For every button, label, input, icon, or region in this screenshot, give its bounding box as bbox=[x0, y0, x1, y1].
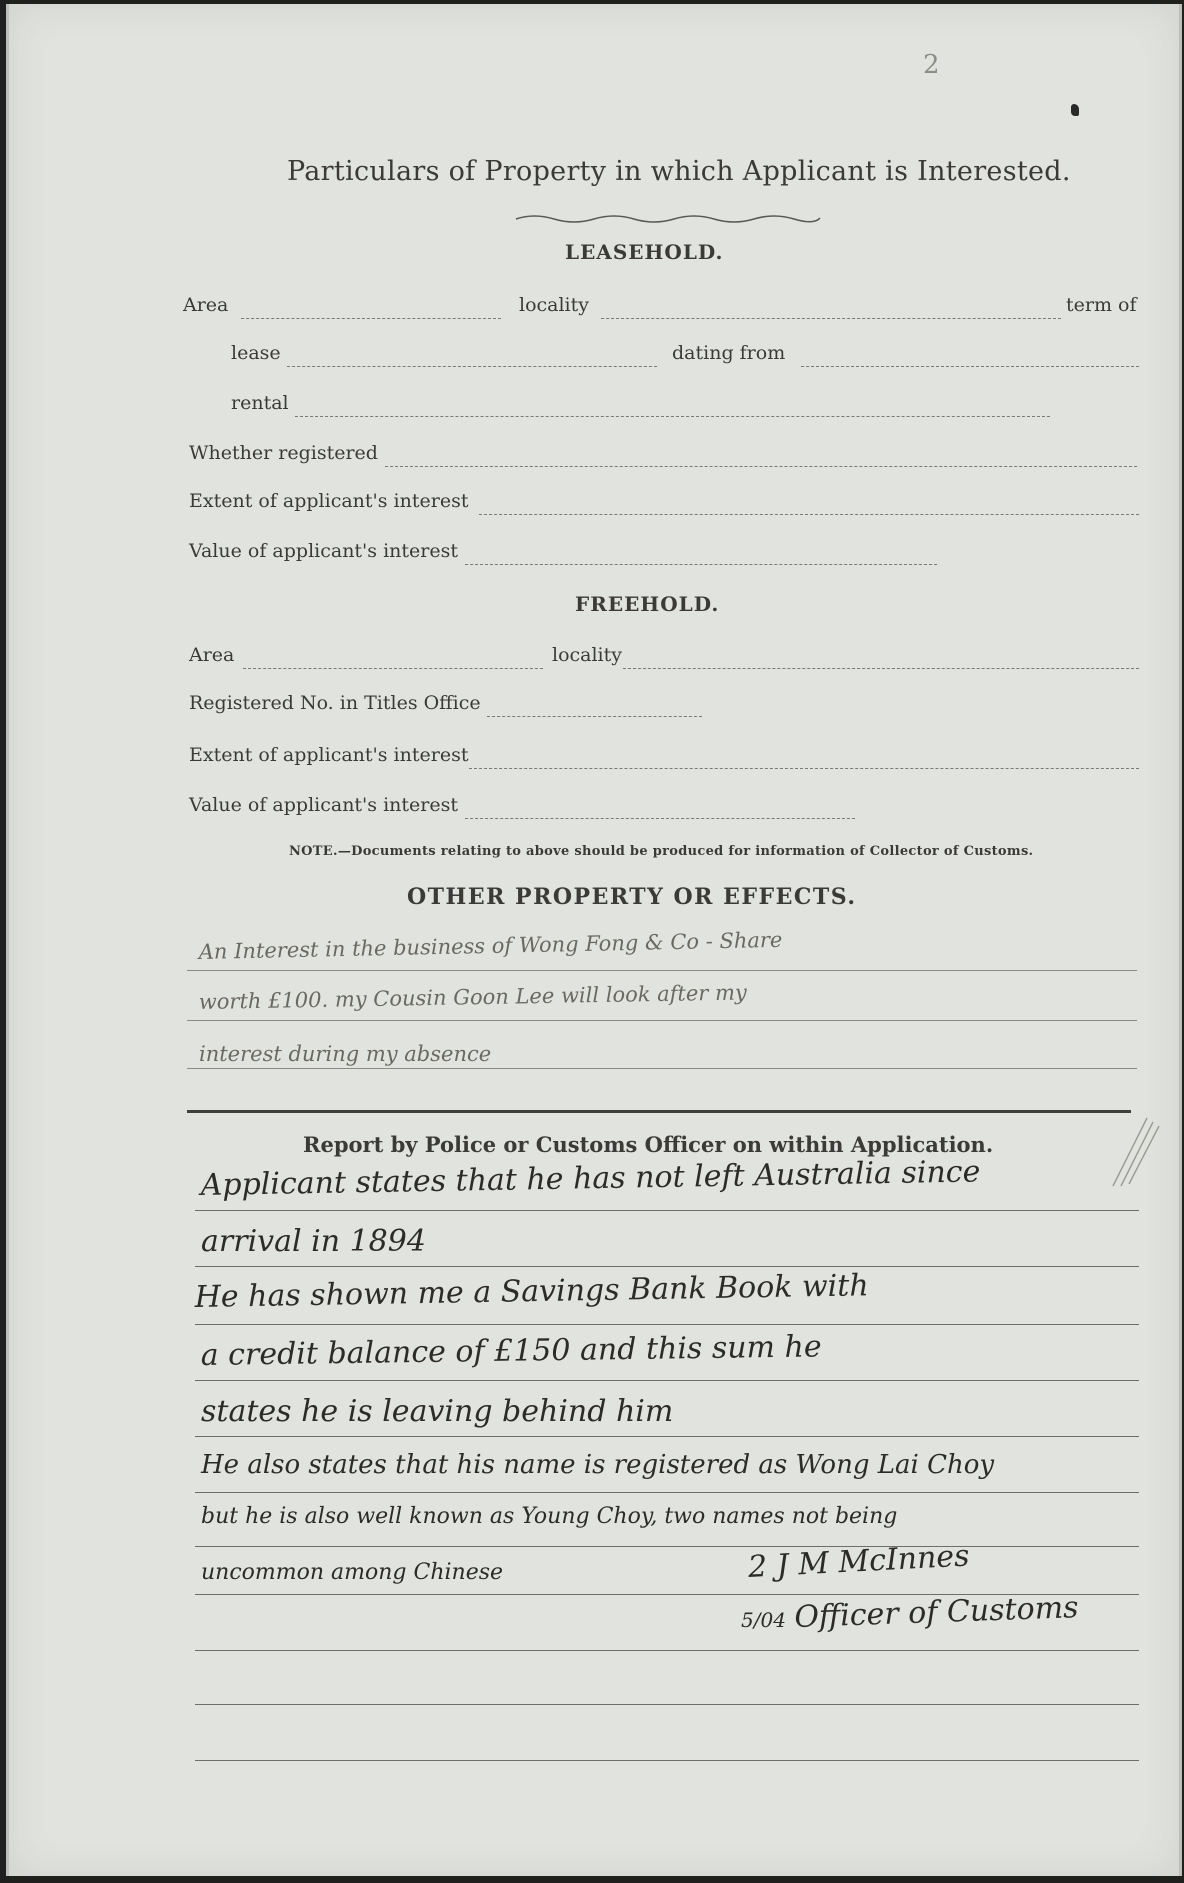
report-rule-10 bbox=[195, 1704, 1139, 1705]
other-property-rule-2 bbox=[187, 1020, 1137, 1021]
report-rule-1 bbox=[195, 1210, 1139, 1211]
report-heading: Report by Police or Customs Officer on within Application. bbox=[303, 1132, 994, 1157]
freehold-registered-no-label: Registered No. in Titles Office bbox=[189, 692, 481, 714]
report-rule-2 bbox=[195, 1266, 1139, 1267]
form-sheet bbox=[6, 4, 1182, 1876]
leasehold-registered-line bbox=[385, 466, 1137, 467]
freehold-locality-line bbox=[623, 668, 1139, 669]
other-property-rule-3 bbox=[187, 1068, 1137, 1069]
freehold-locality-label: locality bbox=[552, 644, 623, 666]
officer-title: Officer of Customs bbox=[793, 1590, 1080, 1635]
report-line-4: a credit balance of £150 and this sum he bbox=[200, 1329, 822, 1373]
leasehold-locality-label: locality bbox=[519, 294, 590, 316]
other-property-heading: OTHER PROPERTY OR EFFECTS. bbox=[407, 884, 857, 910]
other-property-rule-1 bbox=[187, 970, 1137, 971]
other-property-line-1: An Interest in the business of Wong Fong & Co - Share bbox=[198, 927, 783, 964]
documents-note: NOTE.—Documents relating to above should be produced for information of Collector of Customs. bbox=[289, 844, 1034, 859]
report-line-2: arrival in 1894 bbox=[201, 1224, 426, 1259]
report-rule-4 bbox=[195, 1380, 1139, 1381]
report-rule-11 bbox=[195, 1760, 1139, 1761]
freehold-extent-line bbox=[469, 768, 1139, 769]
leasehold-heading: LEASEHOLD. bbox=[565, 240, 724, 264]
report-line-7: but he is also well known as Young Choy, two names not being bbox=[201, 1504, 898, 1529]
ink-blot bbox=[1071, 104, 1079, 116]
leasehold-dating-line bbox=[801, 366, 1139, 367]
report-line-6: He also states that his name is registered as Wong Lai Choy bbox=[201, 1450, 995, 1480]
officer-signature: 2 J M McInnes bbox=[747, 1538, 971, 1585]
leasehold-area-line bbox=[241, 318, 501, 319]
leasehold-value-label: Value of applicant's interest bbox=[189, 540, 458, 562]
leasehold-extent-label: Extent of applicant's interest bbox=[189, 490, 469, 512]
freehold-heading: FREEHOLD. bbox=[575, 592, 720, 616]
other-property-line-2: worth £100. my Cousin Goon Lee will look after my bbox=[198, 980, 747, 1014]
report-rule-7 bbox=[195, 1546, 1139, 1547]
report-line-5: states he is leaving behind him bbox=[201, 1394, 674, 1429]
leasehold-extent-line bbox=[479, 514, 1139, 515]
report-line-8: uncommon among Chinese bbox=[201, 1560, 504, 1585]
report-line-1: Applicant states that he has not left Australia since bbox=[200, 1154, 981, 1203]
freehold-value-line bbox=[465, 818, 855, 819]
report-rule-3 bbox=[195, 1324, 1139, 1325]
signature-date: 5/04 bbox=[741, 1608, 786, 1632]
leasehold-lease-label: lease bbox=[231, 342, 281, 364]
margin-strokes bbox=[1107, 1112, 1167, 1192]
leasehold-value-line bbox=[465, 564, 937, 565]
freehold-value-label: Value of applicant's interest bbox=[189, 794, 458, 816]
title-flourish bbox=[514, 210, 824, 226]
freehold-area-label: Area bbox=[189, 644, 235, 666]
report-rule-5 bbox=[195, 1436, 1139, 1437]
leasehold-term-label: term of bbox=[1066, 294, 1137, 316]
report-line-3: He has shown me a Savings Bank Book with bbox=[194, 1268, 869, 1315]
section-divider bbox=[187, 1110, 1131, 1113]
leasehold-registered-label: Whether registered bbox=[189, 442, 378, 464]
report-rule-6 bbox=[195, 1492, 1139, 1493]
freehold-extent-label: Extent of applicant's interest bbox=[189, 744, 469, 766]
leasehold-dating-label: dating from bbox=[672, 342, 786, 364]
leasehold-locality-line bbox=[601, 318, 1061, 319]
page-title: Particulars of Property in which Applicant is Interested. bbox=[287, 156, 1071, 187]
freehold-registered-no-line bbox=[487, 716, 702, 717]
report-rule-9 bbox=[195, 1650, 1139, 1651]
leasehold-area-label: Area bbox=[183, 294, 229, 316]
leasehold-lease-line bbox=[287, 366, 657, 367]
leasehold-rental-line bbox=[295, 416, 1050, 417]
leasehold-rental-label: rental bbox=[231, 392, 289, 414]
freehold-area-line bbox=[243, 668, 543, 669]
page-number-mark: 2 bbox=[923, 50, 940, 80]
other-property-line-3: interest during my absence bbox=[199, 1042, 492, 1066]
